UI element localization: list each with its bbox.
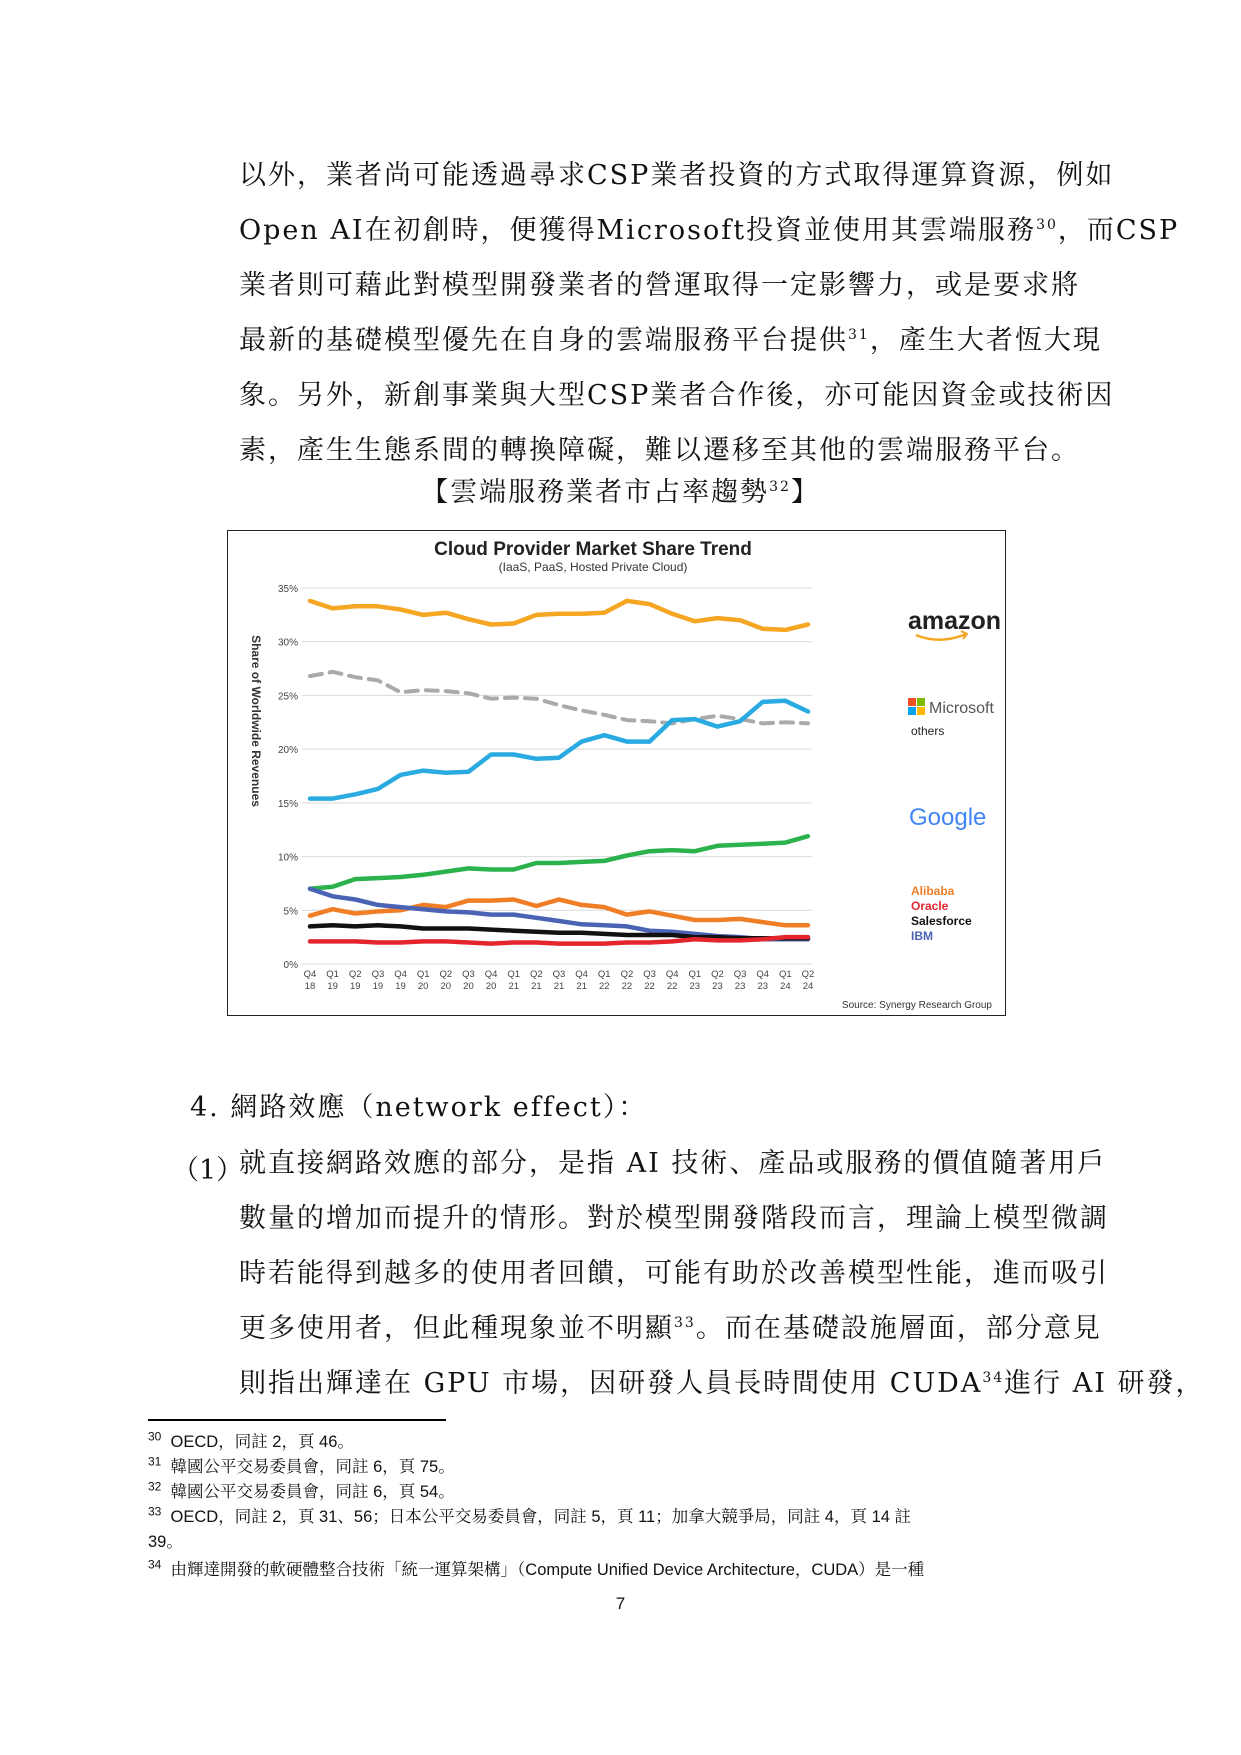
- y-tick-label: 0%: [283, 960, 298, 971]
- footnote: $^{33}$ OECD，同註 2，頁 31、56；日本公平交易委員會，同註 5，頁 11；加拿大競爭局，同註 4，頁 14 註: [148, 1504, 912, 1526]
- market-share-chart: [227, 530, 1006, 1016]
- paragraph-line: 數量的增加而提升的情形。對於模型開發階段而言，理論上模型微調: [239, 1203, 1109, 1234]
- y-tick-label: 20%: [277, 745, 298, 757]
- x-tick-label: Q1: [597, 969, 611, 980]
- footnote: $^{32}$ 韓國公平交易委員會，同註 6，頁 54。: [148, 1479, 455, 1501]
- legend-alibaba: Alibaba: [911, 884, 955, 898]
- x-tick-label: Q1: [507, 969, 521, 980]
- x-tick-label: Q3: [733, 969, 747, 980]
- footnote-separator: [148, 1419, 446, 1421]
- x-tick-label: 18: [304, 981, 316, 992]
- x-tick-label: 19: [372, 981, 384, 992]
- body-paragraph-2: [239, 1136, 1205, 1411]
- x-tick-label: 22: [666, 981, 678, 992]
- x-tick-label: Q4: [665, 969, 679, 980]
- series-lines: [310, 601, 808, 944]
- chart-source: Source: Synergy Research Group: [841, 1000, 992, 1011]
- x-tick-label: Q1: [416, 969, 430, 980]
- y-tick-labels: [278, 584, 298, 971]
- legend-microsoft: [908, 698, 994, 717]
- x-tick-label: 21: [508, 981, 520, 992]
- x-tick-label: Q2: [620, 969, 634, 980]
- paragraph-line: 時若能得到越多的使用者回饋，可能有助於改善模型性能，進而吸引: [239, 1258, 1109, 1289]
- x-tick-label: 20: [463, 981, 474, 992]
- paragraph-line: 素，產生生態系間的轉換障礙，難以遷移至其他的雲端服務平台。: [239, 435, 1080, 466]
- x-tick-label: 23: [712, 981, 723, 992]
- y-tick-label: 10%: [277, 852, 298, 864]
- x-tick-labels: [304, 969, 815, 992]
- y-axis-label: Share of Worldwide Revenues: [249, 635, 263, 807]
- series-line-amazon: [310, 601, 808, 630]
- paragraph-line: 以外，業者尚可能透過尋求CSP業者投資的方式取得運算資源，例如: [239, 160, 1115, 191]
- x-tick-label: 23: [734, 981, 746, 992]
- y-tick-label: 25%: [277, 691, 298, 703]
- y-tick-label: 30%: [277, 637, 298, 649]
- x-tick-label: 23: [757, 981, 769, 992]
- paragraph-line: 業者則可藉此對模型開發業者的營運取得一定影響力，或是要求將: [239, 270, 1080, 301]
- x-tick-label: 24: [802, 981, 814, 992]
- y-tick-label: 5%: [283, 906, 298, 918]
- chart-subtitle: (IaaS, PaaS, Hosted Private Cloud): [498, 560, 688, 574]
- x-tick-label: Q4: [303, 969, 317, 980]
- series-line-others: [310, 672, 808, 724]
- x-tick-label: 21: [553, 981, 565, 992]
- paragraph-line: 則指出輝達在 GPU 市場，因研發人員長時間使用 CUDA$^{34}$進行 AI 研發，: [239, 1368, 1205, 1399]
- x-tick-label: 24: [780, 981, 791, 992]
- y-tick-label: 15%: [277, 798, 298, 810]
- microsoft-logo-icon: [908, 698, 925, 715]
- series-line-microsoft: [310, 701, 808, 799]
- page-number: 7: [615, 1594, 626, 1613]
- footnote: $^{34}$ 由輝達開發的軟硬體整合技術「統一運算架構」（Compute Unified Device Architecture，CUDA）是一種: [148, 1557, 925, 1579]
- series-line-salesforce: [310, 925, 808, 938]
- x-tick-label: Q3: [643, 969, 656, 980]
- footnote-ref-33[interactable]: 33: [674, 1315, 696, 1331]
- x-tick-label: Q4: [575, 969, 588, 980]
- x-tick-label: 19: [327, 981, 338, 992]
- y-tick-label: 35%: [277, 584, 298, 595]
- legend-salesforce: Salesforce: [911, 914, 972, 928]
- x-tick-label: Q4: [756, 969, 770, 980]
- x-tick-label: 21: [576, 981, 587, 992]
- x-tick-label: Q3: [462, 969, 475, 980]
- x-tick-label: Q1: [688, 969, 702, 980]
- paragraph-line: 最新的基礎模型優先在自身的雲端服務平台提供$^{31}$，產生大者恆大現: [239, 325, 1102, 356]
- chart-svg: [228, 531, 1004, 1014]
- legend-google: Google: [909, 804, 987, 831]
- x-tick-label: Q3: [552, 969, 566, 980]
- paragraph-line: 就直接網路效應的部分，是指 AI 技術、產品或服務的價值隨著用戶: [239, 1148, 1107, 1179]
- figure-caption: 【雲端服務業者市占率趨勢$^{32}$】: [421, 477, 820, 508]
- x-tick-label: 22: [644, 981, 655, 992]
- paragraph-line: 象。另外，新創事業與大型CSP業者合作後，亦可能因資金或技術因: [239, 380, 1115, 411]
- section-heading-4: 4. 網路效應（network effect）：: [190, 1092, 648, 1123]
- footnote-continuation: 39。: [148, 1533, 183, 1551]
- x-tick-label: 20: [417, 981, 429, 992]
- footnote-ref-32[interactable]: 32: [769, 479, 791, 495]
- x-tick-label: 22: [598, 981, 610, 992]
- x-tick-label: Q2: [801, 969, 815, 980]
- x-tick-label: Q3: [371, 969, 385, 980]
- x-tick-label: 20: [440, 981, 452, 992]
- x-tick-label: 23: [689, 981, 701, 992]
- x-tick-label: Q1: [326, 969, 339, 980]
- x-tick-label: 20: [485, 981, 497, 992]
- footnote: $^{30}$ OECD，同註 2，頁 46。: [148, 1429, 354, 1451]
- footnote-ref-34[interactable]: 34: [982, 1370, 1005, 1386]
- paragraph-line: Open AI在初創時，便獲得Microsoft投資並使用其雲端服務$^{30}$，而CSP: [239, 215, 1180, 246]
- legend-oracle: Oracle: [911, 899, 949, 913]
- microsoft-label: Microsoft: [929, 700, 994, 717]
- x-tick-label: Q4: [394, 969, 407, 980]
- amazon-logo-text: amazon: [908, 607, 1002, 635]
- x-tick-label: Q2: [711, 969, 724, 980]
- series-line-google: [310, 836, 808, 889]
- footnote-ref-31[interactable]: 31: [848, 327, 870, 343]
- x-tick-label: Q1: [779, 969, 792, 980]
- footnote: $^{31}$ 韓國公平交易委員會，同註 6，頁 75。: [148, 1454, 455, 1476]
- x-tick-label: Q2: [439, 969, 453, 980]
- x-tick-label: 19: [349, 981, 361, 992]
- legend-amazon: [908, 607, 1001, 640]
- gridlines: [302, 588, 812, 964]
- x-tick-label: Q2: [530, 969, 543, 980]
- x-tick-label: Q2: [348, 969, 362, 980]
- legend-others: others: [911, 724, 945, 738]
- paragraph-line: 更多使用者，但此種現象並不明顯$^{33}$。而在基礎設施層面，部分意見: [239, 1313, 1102, 1344]
- x-tick-label: 19: [395, 981, 406, 992]
- list-number: （1）: [172, 1155, 244, 1186]
- footnote-ref-30[interactable]: 30: [1036, 217, 1058, 233]
- body-paragraph-1: [239, 148, 1180, 478]
- legend-ibm: IBM: [911, 929, 933, 943]
- x-tick-label: 21: [531, 981, 542, 992]
- x-tick-label: 22: [621, 981, 633, 992]
- chart-title: Cloud Provider Market Share Trend: [434, 539, 752, 560]
- x-tick-label: Q4: [484, 969, 498, 980]
